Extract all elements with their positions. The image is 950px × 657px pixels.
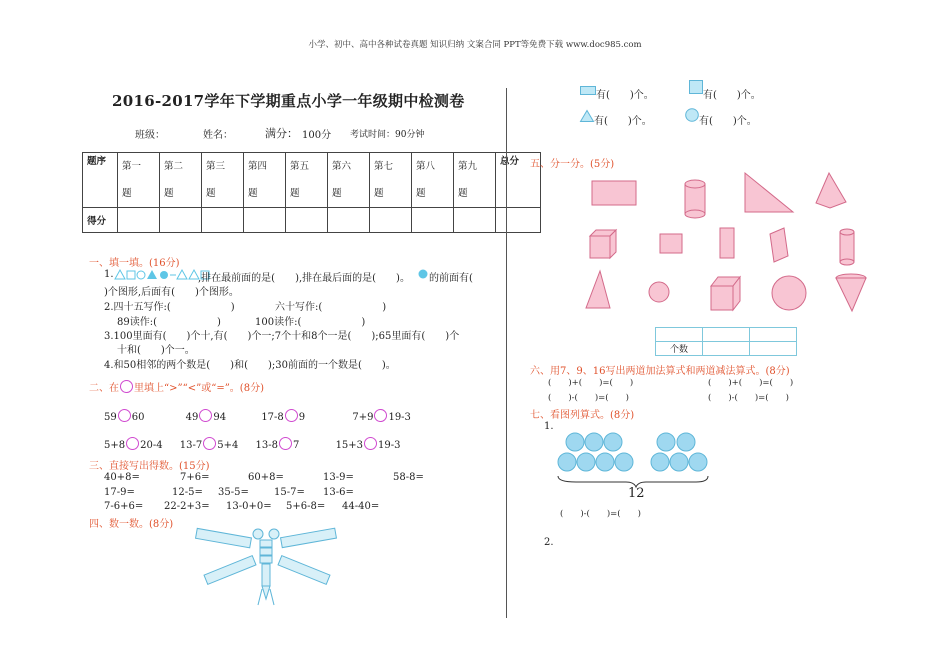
rectangle-icon — [580, 86, 596, 96]
sort-cell[interactable] — [750, 342, 797, 356]
score-label: 满分： — [265, 127, 298, 140]
col-6: 第六 题 — [328, 153, 370, 208]
column-divider — [506, 88, 507, 618]
calc-1: 40+8= — [104, 472, 140, 483]
count-triangle: 有( )个。 — [594, 116, 652, 127]
solid-shapes-picture — [580, 170, 870, 320]
compare-circle[interactable] — [126, 437, 139, 450]
sec7-q2: 2. — [544, 537, 554, 548]
col-1: 第一 题 — [118, 153, 160, 208]
score-row-label: 得分 — [83, 208, 118, 233]
calc-14: 5+6-8= — [286, 501, 326, 512]
col-5: 第五 题 — [286, 153, 328, 208]
sec6-title: 六、用7、9、16写出两道加法算式和两道减法算式。(8分) — [530, 366, 790, 377]
circle-icon — [685, 108, 699, 122]
dragonfly-picture — [196, 527, 336, 607]
compare-circle[interactable] — [279, 437, 292, 450]
score-cell[interactable] — [160, 208, 202, 233]
name-label: 姓名： — [203, 130, 233, 141]
compare-circle[interactable] — [203, 437, 216, 450]
q2-b: 六十写作:( ) — [275, 302, 387, 313]
add-eq-2: ( )+( )=( ) — [708, 378, 794, 388]
score-cell[interactable] — [118, 208, 160, 233]
score-cell[interactable] — [328, 208, 370, 233]
sec4-title: 四、数一数。(8分) — [89, 519, 174, 530]
col-3: 第三 题 — [202, 153, 244, 208]
sort-cell[interactable] — [703, 328, 750, 342]
total-col: 总分 — [496, 153, 541, 208]
score-table — [82, 152, 541, 233]
compare-circle[interactable] — [374, 409, 387, 422]
calc-12: 22-2+3= — [164, 501, 210, 512]
score-cell[interactable] — [244, 208, 286, 233]
sort-cell[interactable] — [656, 328, 703, 342]
calc-15: 44-40= — [342, 501, 380, 512]
calc-10: 13-6= — [323, 487, 354, 498]
sort-cell[interactable] — [703, 342, 750, 356]
sec5-title: 五、分一分。(5分) — [530, 159, 615, 170]
score-value: 100分 — [302, 130, 332, 141]
col-8: 第八 题 — [412, 153, 454, 208]
compare-circle[interactable] — [285, 409, 298, 422]
q1-num: 1. — [104, 269, 114, 280]
score-cell[interactable] — [286, 208, 328, 233]
col-7: 第七 题 — [370, 153, 412, 208]
page-header: 小学、初中、高中各种试卷真题 知识归纳 文案合同 PPT等免费下载 www.doc985.com — [308, 40, 642, 50]
col-2: 第二 题 — [160, 153, 202, 208]
calc-13: 13-0+0= — [226, 501, 272, 512]
col-9: 第九 题 — [454, 153, 496, 208]
q2-c: 89读作:( ) — [117, 317, 221, 328]
q1-text: ,排在最前面的是( ),排在最后面的是( )。 — [198, 273, 410, 284]
class-label: 班级： — [135, 130, 165, 141]
sec2-title: 二、在 里填上“>”“<”或“=”。(8分) — [89, 379, 264, 394]
score-cell[interactable] — [202, 208, 244, 233]
calc-8: 35-5= — [218, 487, 249, 498]
calc-5: 58-8= — [393, 472, 424, 483]
answer-circle-icon — [120, 380, 133, 393]
calc-3: 60+8= — [248, 472, 284, 483]
score-cell[interactable] — [412, 208, 454, 233]
q2-d: 100读作:( ) — [255, 317, 366, 328]
compare-circle[interactable] — [199, 409, 212, 422]
calc-7: 12-5= — [172, 487, 203, 498]
score-cell[interactable] — [454, 208, 496, 233]
sec7-q1: 1. — [544, 421, 554, 432]
q3-a: 3.100里面有( )个十,有( )个一;7个十和8个一是( );65里面有( )个 — [104, 331, 460, 342]
q1-text-2: 的前面有( — [429, 273, 473, 284]
sub-eq-2: ( )-( )=( ) — [708, 393, 789, 403]
compare-row-1: 59 60 49 94 17-8 9 7+9 19-3 — [104, 409, 411, 423]
q2-a: 2.四十五写作:( ) — [104, 302, 235, 313]
compare-circle[interactable] — [118, 409, 131, 422]
q3-b: 十和( )个一。 — [117, 345, 195, 356]
calc-6: 17-9= — [104, 487, 135, 498]
compare-circle[interactable] — [364, 437, 377, 450]
count-circle: 有( )个。 — [699, 116, 757, 127]
score-cell[interactable] — [496, 208, 541, 233]
sort-table — [655, 327, 797, 356]
score-cell[interactable] — [370, 208, 412, 233]
score-table-head: 题序 — [83, 153, 118, 208]
q1-text-3: )个图形,后面有( )个图形。 — [104, 287, 239, 298]
sort-row-label: 个数 — [656, 342, 703, 356]
sort-cell[interactable] — [750, 328, 797, 342]
q4: 4.和50相邻的两个数是( )和( );30前面的一个数是( )。 — [104, 360, 396, 371]
total-count: 12 — [628, 486, 645, 501]
count-square: 有( )个。 — [703, 90, 761, 101]
sec3-title: 三、直接写出得数。(15分) — [89, 461, 210, 472]
count-rect: 有( )个。 — [596, 90, 654, 101]
col-4: 第四 题 — [244, 153, 286, 208]
calc-11: 7-6+6= — [104, 501, 144, 512]
square-icon — [689, 80, 703, 94]
balloons-picture — [556, 432, 716, 492]
add-eq-1: ( )+( )=( ) — [548, 378, 634, 388]
sec7-equation: ( )-( )=( ) — [560, 509, 641, 519]
compare-row-2: 5+8 20-4 13-7 5+4 13-8 7 15+3 19-3 — [104, 437, 401, 451]
calc-4: 13-9= — [323, 472, 354, 483]
sub-eq-1: ( )-( )=( ) — [548, 393, 629, 403]
triangle-icon — [580, 110, 594, 122]
sec1-title: 一、填一填。(16分) — [89, 258, 180, 269]
sec7-title: 七、看图列算式。(8分) — [530, 410, 635, 421]
calc-2: 7+6= — [180, 472, 210, 483]
calc-9: 15-7= — [274, 487, 305, 498]
filled-circle-icon — [418, 269, 428, 279]
time-label: 考试时间：90分钟 — [350, 130, 425, 140]
exam-title: 2016-2017学年下学期重点小学一年级期中检测卷 — [112, 92, 465, 110]
